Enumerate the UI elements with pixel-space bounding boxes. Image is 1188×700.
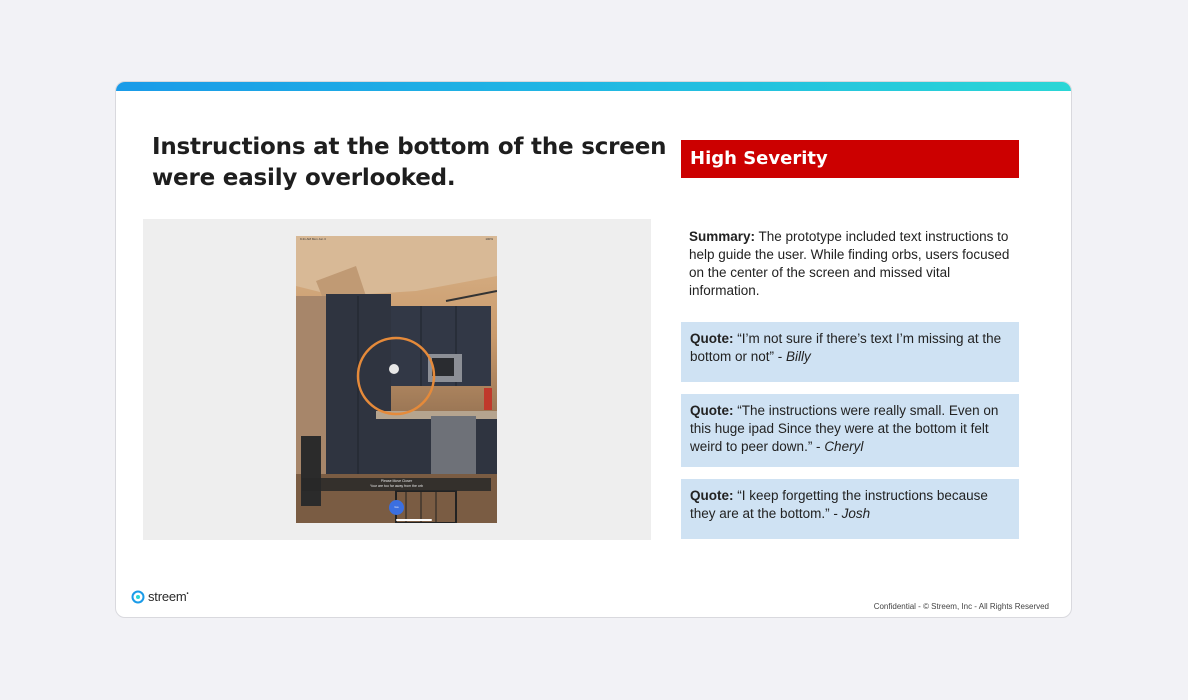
quote-box — [681, 322, 1019, 382]
summary-label: Summary: — [689, 229, 756, 244]
slide — [115, 81, 1072, 618]
quote-box — [681, 394, 1019, 467]
instruction-line-1: Please Move Closer — [380, 479, 413, 483]
streem-logo-icon — [131, 590, 145, 604]
summary-body: The prototype included text instructions to help guide the user. While finding orbs, users focused on the center of the screen and missed vital information. — [689, 229, 1010, 298]
quote-text: “The instructions were really small. Even on this huge ipad Since they were at the bottom it felt weird to peer down.” - — [690, 403, 999, 454]
severity-badge: High Severity — [681, 140, 1019, 178]
device-status-battery: 100% — [485, 237, 493, 241]
quote-label: Quote: — [690, 403, 734, 418]
quote-label: Quote: — [690, 331, 734, 346]
footer-confidential: Confidential - © Streem, Inc - All Rights Reserved — [873, 602, 1049, 611]
brand-name: streem — [148, 589, 187, 604]
quote-box — [681, 479, 1019, 539]
home-indicator — [396, 519, 432, 521]
summary-text — [689, 228, 1019, 300]
streem-logo — [131, 589, 188, 604]
device-status-time: 9:41 AM Mon Jun 3 — [300, 237, 326, 241]
instruction-banner — [302, 478, 491, 491]
quote-label: Quote: — [690, 488, 734, 503]
accent-bar — [116, 82, 1071, 91]
quote-author: Cheryl — [824, 439, 864, 454]
quote-author: Josh — [841, 506, 871, 521]
device-status-bar — [300, 237, 493, 241]
brand-mark: • — [186, 591, 189, 598]
quote-author: Billy — [786, 349, 811, 364]
screenshot-panel — [143, 219, 651, 540]
instruction-line-2: Your are too far away from the orb — [370, 484, 423, 488]
capture-button: Go — [389, 500, 404, 515]
slide-title: Instructions at the bottom of the screen were easily overlooked. — [152, 134, 667, 191]
orb — [389, 364, 399, 374]
streem-logo-text — [148, 589, 188, 604]
quote-text: “I’m not sure if there’s text I’m missing at the bottom or not” - — [690, 331, 1002, 364]
prototype-screenshot — [296, 236, 497, 523]
quote-text: “I keep forgetting the instructions because they are at the bottom.” - — [690, 488, 988, 521]
